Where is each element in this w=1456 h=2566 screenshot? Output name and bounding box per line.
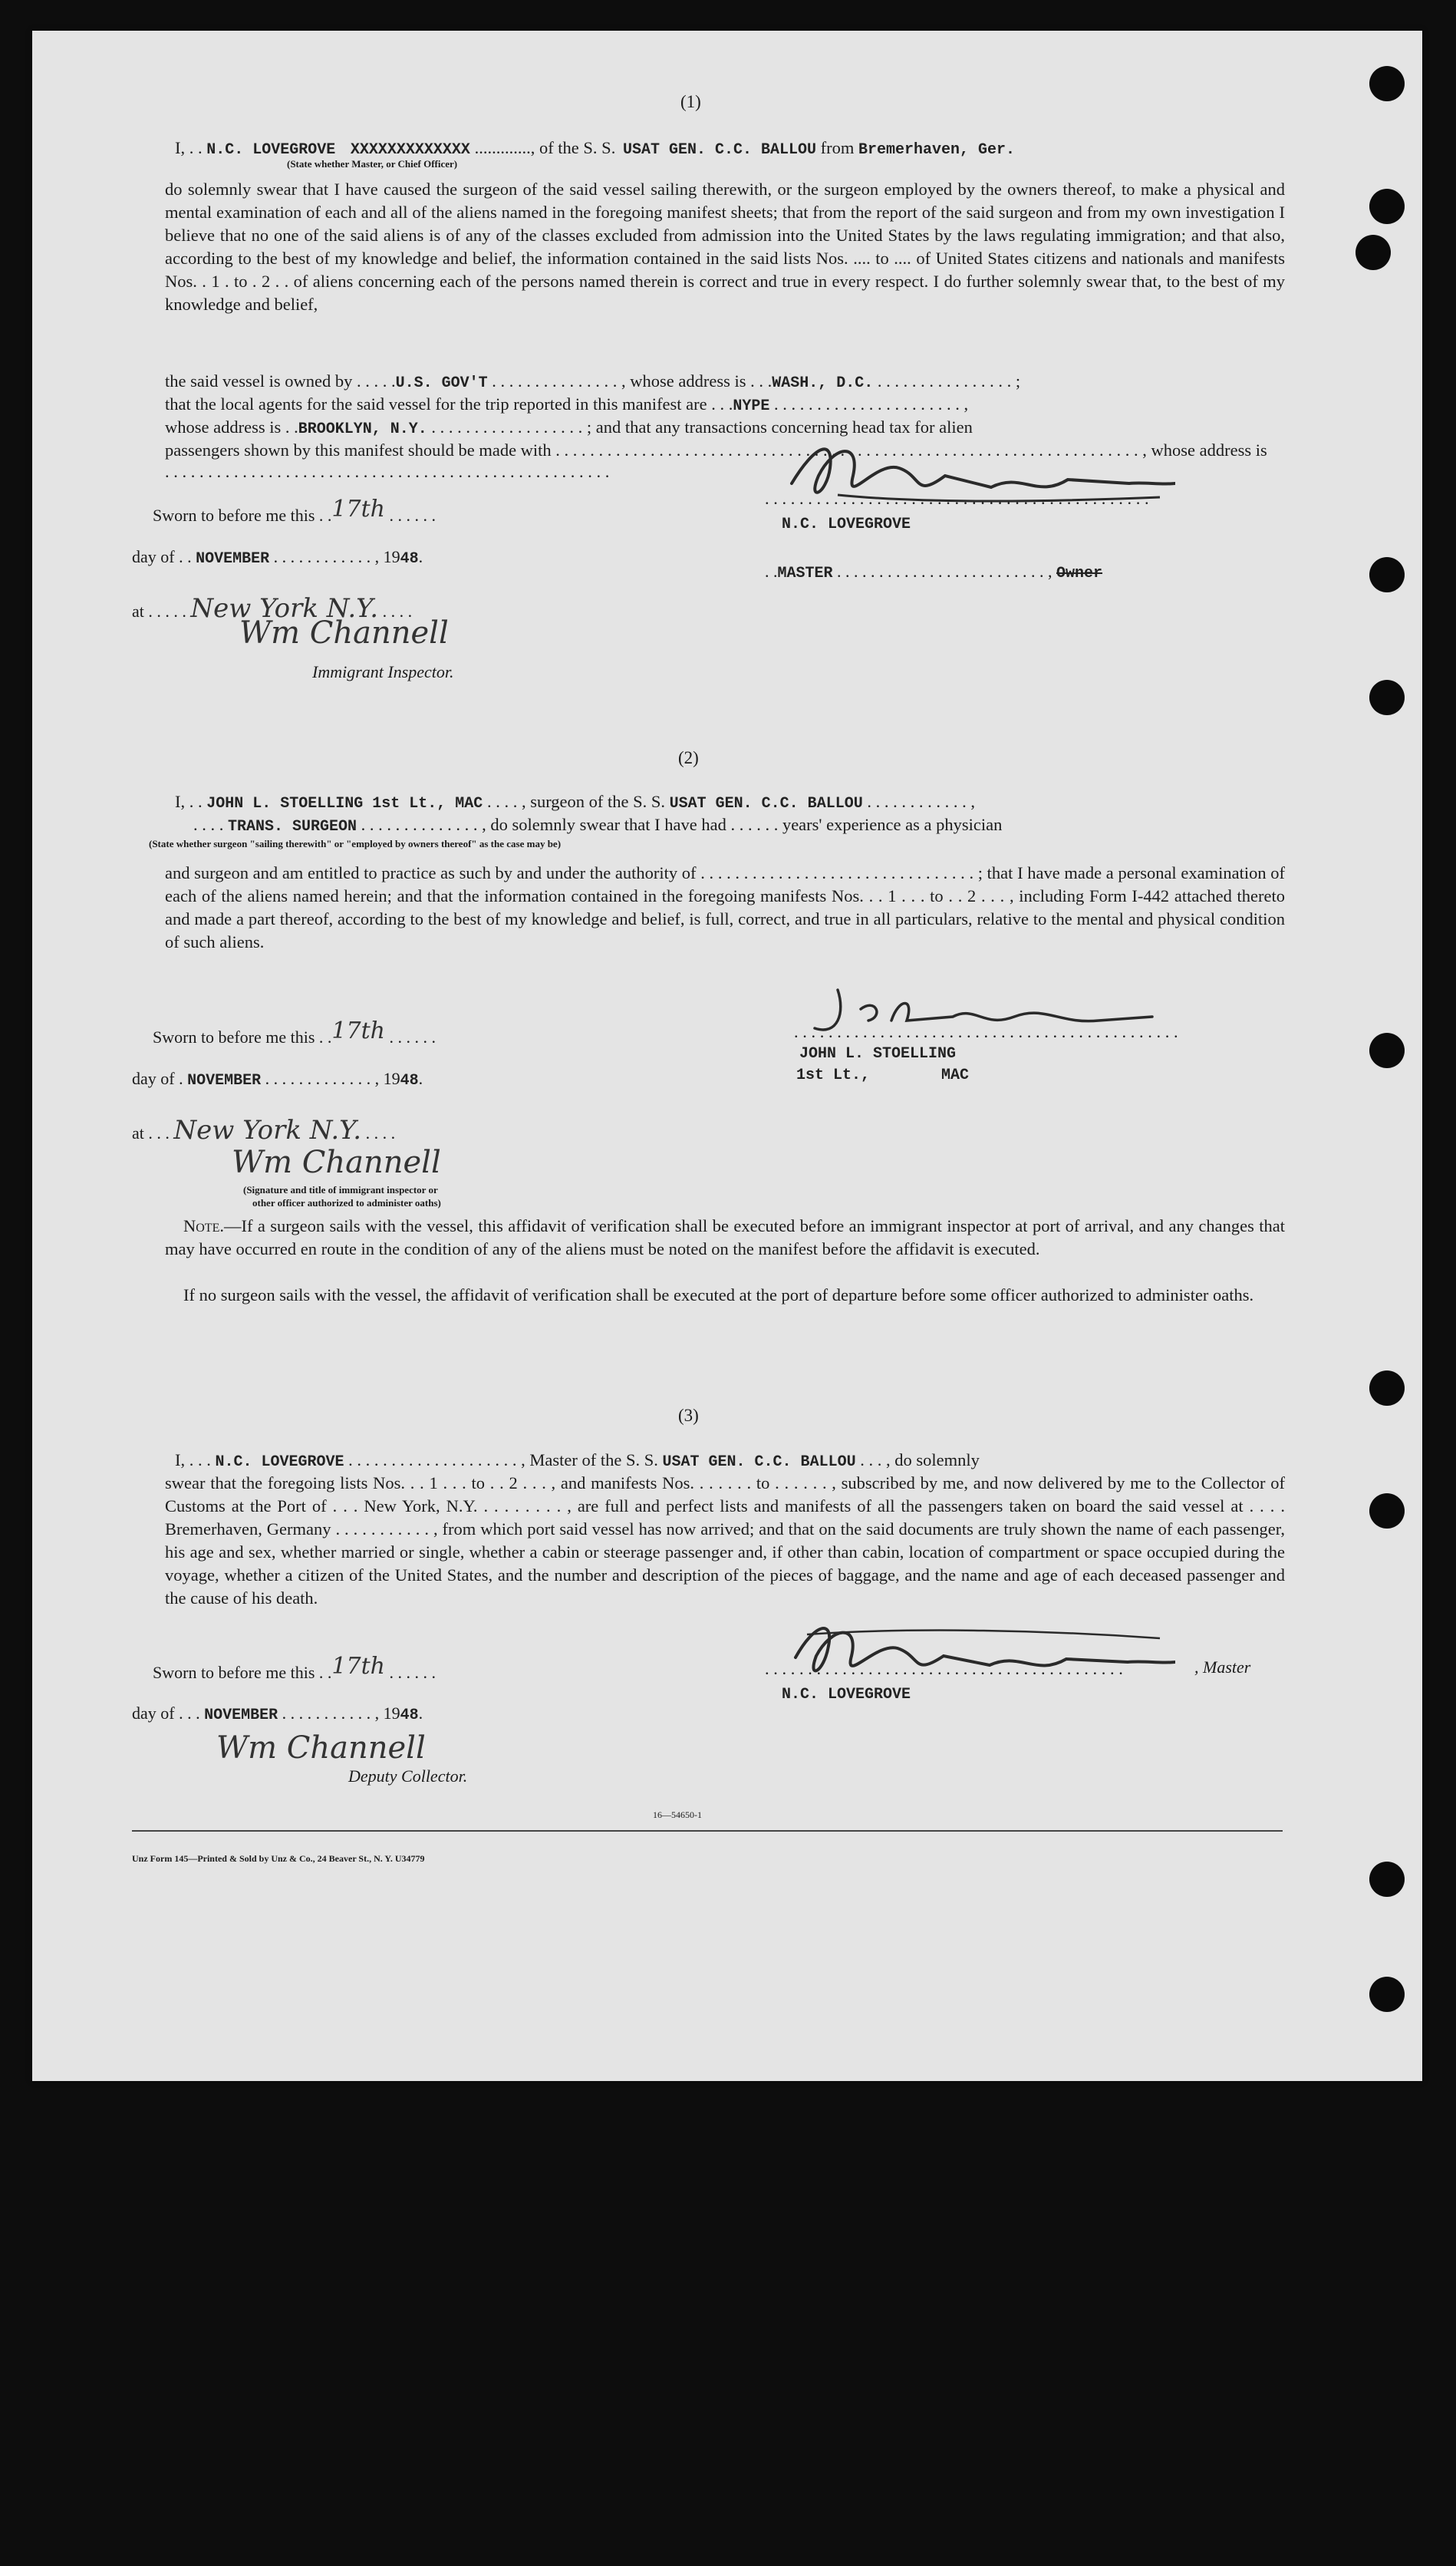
struck-title-1: Owner [1056,565,1103,582]
section-2-number: (2) [678,748,699,767]
state-note-1: (State whether Master, or Chief Officer) [287,158,458,170]
sworn-label-1: Sworn to before me this . .17th . . . . . . [153,496,436,525]
trans-surgeon-typed: TRANS. SURGEON [228,818,357,836]
punch-hole [1369,680,1405,715]
punch-hole [1369,1493,1405,1529]
punch-hole [1369,66,1405,101]
surgeon-printed-name: JOHN L. STOELLING [799,1045,957,1063]
surgeon-name-typed: JOHN L. STOELLING 1st Lt., MAC [206,795,483,813]
collector-title: Deputy Collector. [348,1766,468,1786]
officer-caption-2: other officer authorized to administer oaths) [252,1197,441,1209]
manifest-page [32,31,1422,2081]
sworn-label-2: Sworn to before me this . .17th . . . . . . [153,1017,436,1047]
inspector-title-1: Immigrant Inspector. [312,662,454,681]
section-3-body: swear that the foregoing lists Nos. . . 1 . . . to . . 2 . . . , and manifests Nos. . . . . . . to . . . . . . , subscribed by me, and now delivered by me to the Collector of Customs at the Port of . . . New York, N.Y. . . . . . . . . , are full and perfect lists and manifests of all the passengers taken on board the said vessel at . . . . Bremerhaven, Germany . . . . . . . . . . . , from which port said vessel has now arrived; and that on the said documents are truly shown the name of each passenger, his age and sex, whether married or single, whether a cabin or steerage passenger and, if other than cabin, location of compartment or space occupied during the voyage, whether a citizen of the United States, and the number and description of the pieces of baggage, and the name and age of each deceased passenger and the cause of his death. [165,1473,1285,1608]
departure-port-typed: Bremerhaven, Ger. [858,141,1016,159]
punch-hole [1369,1033,1405,1068]
note-paragraph-1: Note.—If a surgeon sails with the vessel, this affidavit of verification shall be executed before an immigrant inspector at port of arrival, and any changes that may have occurred en route in the condition of any of the aliens must be noted on the manifest before the affidavit is executed. [165,1216,1285,1258]
month-typed-3: NOVEMBER [204,1707,278,1724]
footer-rule [132,1830,1283,1832]
footer-form-line: Unz Form 145—Printed & Sold by Unz & Co., 24 Beaver St., N. Y. U34779 [132,1853,425,1864]
agents-address-typed: BROOKLYN, N.Y. [298,421,427,438]
month-typed-2: NOVEMBER [187,1072,262,1090]
section-1-body: do solemnly swear that I have caused the surgeon of the said vessel sailing therewith, or the surgeon employed by the owners thereof, to make a physical and mental examination of each and all of the aliens named in the foregoing manifest sheets; that from the report of the said surgeon and from my own investigation I believe that no one of the said aliens is of any of the classes excluded from admission into the United States by the laws regulating immigration; and that also, according to the best of my knowledge and belief, the information contained in the said lists Nos. .... to .... of United States citizens and nationals and manifests Nos. . 1 . to . 2 . . of aliens concerning each of the persons named therein is correct and true in every respect. I do further solemnly swear that, to the best of my knowledge and belief, [165,180,1285,314]
struck-text: XXXXXXXXXXXXX [350,141,470,159]
punch-hole [1369,189,1405,224]
year-typed-2: 48 [400,1072,419,1090]
owner-line: the said vessel is owned by . . . . .U.S. GOV'T . . . . . . . . . . . . . . . , whose address is . . .WASH., D.C. . . . . . . . . . . . . . . . . ; [165,371,1021,392]
officer-caption-1: (Signature and title of immigrant inspector or [243,1184,438,1196]
vessel-name-typed: USAT GEN. C.C. BALLOU [622,141,816,159]
master-title-line-1: . .MASTER . . . . . . . . . . . . . . . . . . . . . . . . . , Owner [765,562,1103,582]
sworn-day-1: 17th [331,496,385,523]
vessel-name-typed-2: USAT GEN. C.C. BALLOU [669,795,863,813]
section-2-line-1: I, . . JOHN L. STOELLING 1st Lt., MAC . . . . , surgeon of the S. S. USAT GEN. C.C. BALLOU . . . . . . . . . . . . , [175,792,975,813]
inspector-signature-1: Wm Channell [239,615,449,651]
month-typed-1: NOVEMBER [196,550,270,568]
at-line-2: at . . . New York N.Y. . . . . [132,1115,396,1146]
state-note-2: (State whether surgeon "sailing therewith" or "employed by owners thereof" as the case may be) [149,838,562,849]
section-1-line-1: I, . . N.C. LOVEGROVE XXXXXXXXXXXXX ............., of the S. S. USAT GEN. C.C. BALLOU from Bremerhaven, Ger. [175,138,1016,159]
surgeon-rank: 1st Lt., [796,1067,871,1084]
sig-line-1: . . . . . . . . . . . . . . . . . . . . . . . . . . . . . . . . . . . . . . . . . . . . . [765,489,1149,508]
punch-hole [1369,1370,1405,1406]
master-name-typed-3: N.C. LOVEGROVE [215,1453,344,1471]
year-typed-3: 48 [400,1707,419,1724]
note-label: Note. [183,1216,224,1235]
section-2-body: and surgeon and am entitled to practice as such by and under the authority of . . . . . . . . . . . . . . . . . . . . . . . . . . . . . . . . ; that I have made a personal examination of each of the aliens named herein; and that the information contained in the foregoing manifests Nos. . . 1 . . . to . . 2 . . . , including Form I-442 attached thereto and made a part thereof, according to the best of my knowledge and belief, is full, correct, and true in all particulars, relative to the mental and physical condition of such aliens. [165,863,1285,952]
punch-hole [1369,1862,1405,1897]
punch-hole [1369,1977,1405,2012]
sworn-label-3: Sworn to before me this . .17th . . . . . . [153,1653,436,1682]
year-typed-1: 48 [400,550,419,568]
agents-line: that the local agents for the said vessel for the trip reported in this manifest are . . .NYPE . . . . . . . . . . . . . . . . . . . . . . , [165,394,969,415]
day-line-1: day of . . NOVEMBER . . . . . . . . . . . . , 1948. [132,547,423,568]
section-2-line-2: . . . . TRANS. SURGEON . . . . . . . . . . . . . . , do solemnly swear that I have had . . . . . . years' experience as a physician [193,815,1003,836]
officer-signature-2: Wm Channell [232,1145,441,1180]
surgeon-corps: MAC [941,1067,970,1084]
master-title-1: MASTER [777,565,833,582]
agents-typed: NYPE [733,397,770,415]
master-label-3: , Master [1194,1657,1251,1677]
punch-hole [1356,235,1391,270]
at-line-1: at . . . . . New York N.Y. . . . . [132,593,413,624]
master-printed-name-1: N.C. LOVEGROVE [782,516,911,533]
place-handwritten-2: New York N.Y. [173,1115,362,1146]
master-name-typed: N.C. LOVEGROVE [206,141,336,159]
agents-address-line: whose address is . .BROOKLYN, N.Y. . . . . . . . . . . . . . . . . . . ; and that any transactions concerning head tax for alien [165,417,973,438]
day-line-2: day of . NOVEMBER . . . . . . . . . . . . . , 1948. [132,1069,423,1090]
vessel-name-typed-3: USAT GEN. C.C. BALLOU [662,1453,856,1471]
place-handwritten-1: New York N.Y. [190,593,379,624]
sworn-day-2: 17th [331,1017,385,1044]
dots-line: . . . . . . . . . . . . . . . . . . . . . . . . . . . . . . . . . . . . . . . . . . . . . . . . . . . . [165,462,610,481]
form-code: 16—54650-1 [653,1809,702,1820]
section-3-number: (3) [678,1406,699,1425]
day-line-3: day of . . . NOVEMBER . . . . . . . . . . . , 1948. [132,1704,423,1724]
punch-hole [1369,557,1405,592]
master-signature-3 [761,1611,1175,1696]
master-printed-name-3: N.C. LOVEGROVE [782,1686,911,1704]
owner-typed: U.S. GOV'T [395,374,488,392]
sworn-day-3: 17th [331,1653,385,1680]
note-paragraph-2: If no surgeon sails with the vessel, the affidavit of verification shall be executed at the port of departure before some officer authorized to administer oaths. [183,1285,1254,1304]
headtax-line: passengers shown by this manifest should be made with . . . . . . . . . . . . . . . . . . . . . . . . . . . . . . . . . . . . . . . . . . . . . . . . . . . . . . . . . . . . . . . . . . . . , whose address is [165,440,1267,460]
collector-signature: Wm Channell [216,1730,426,1766]
sig-line-2: . . . . . . . . . . . . . . . . . . . . . . . . . . . . . . . . . . . . . . . . . . . . . [794,1022,1178,1041]
section-1-number: (1) [680,92,701,111]
owner-address-typed: WASH., D.C. [772,374,874,392]
section-3-line-1: I, . . . N.C. LOVEGROVE . . . . . . . . . . . . . . . . . . . . , Master of the S. S. USAT GEN. C.C. BALLOU . . . , do solemnly [175,1450,980,1471]
sig-line-3: . . . . . . . . . . . . . . . . . . . . . . . . . . . . . . . . . . . . . . . . . . [765,1659,1123,1678]
